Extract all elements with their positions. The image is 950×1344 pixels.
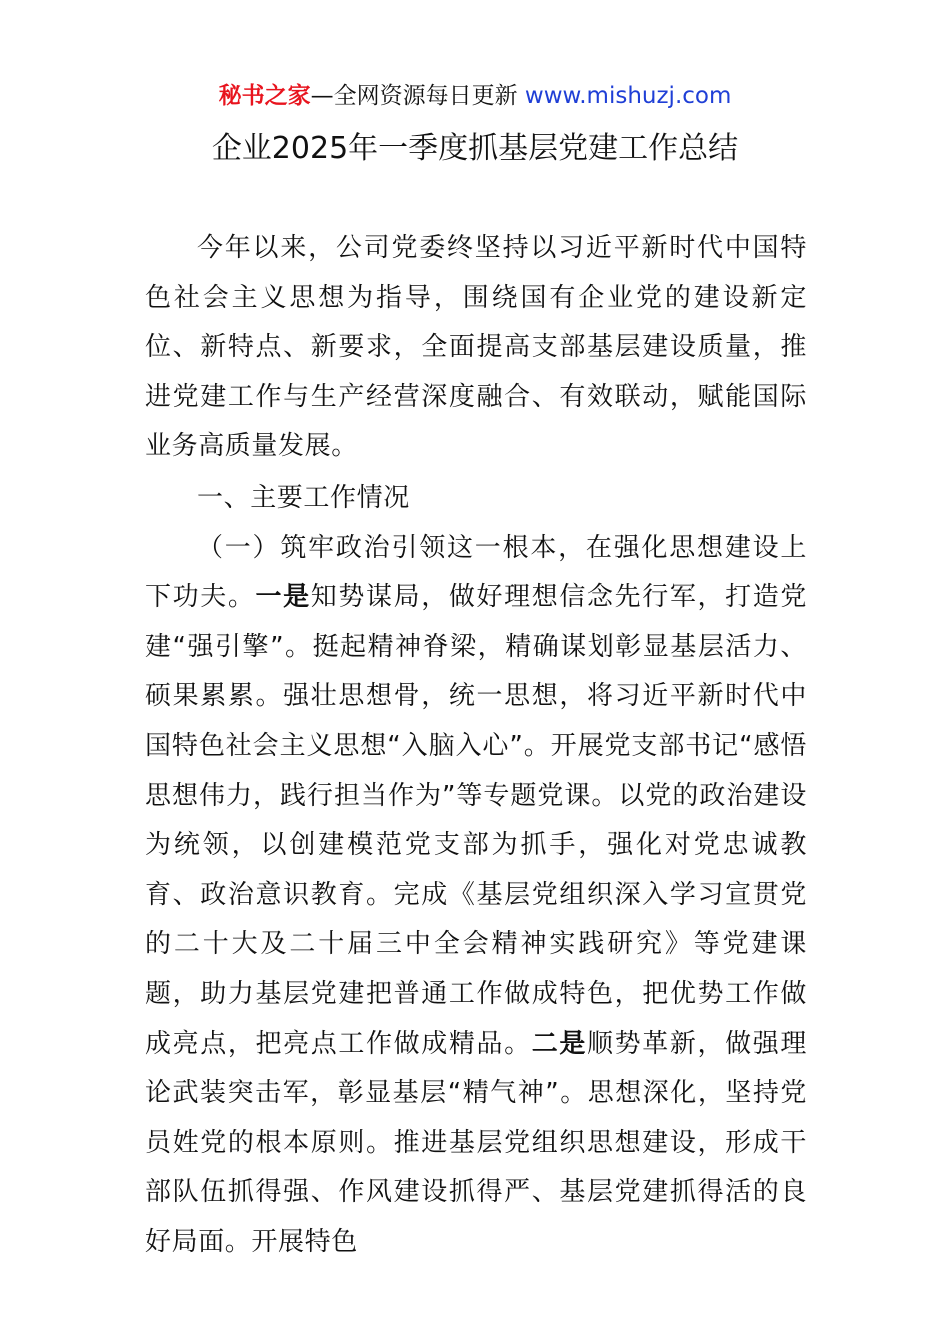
point-two-text: 顺势革新，做强理论武装突击军，彰显基层“精气神”。思想深化，坚持党员姓党的根本原则。推进基层党组织思想建设，形成干部队伍抓得强、作风建设抓得严、基层党建抓得活的良好局面。开展特色: [145, 1028, 808, 1257]
site-header: [0, 80, 950, 112]
intro-paragraph: 今年以来，公司党委终坚持以习近平新时代中国特色社会主义思想为指导，围绕国有企业党的建设新定位、新特点、新要求，全面提高支部基层建设质量，推进党建工作与生产经营深度融合、有效联动，赋能国际业务高质量发展。: [145, 233, 807, 462]
point-one-label: 一是: [255, 582, 311, 613]
subsection-heading-text: （一）筑牢政治引领这一根本，在强化思想建设上下功夫。: [145, 532, 807, 613]
section-heading: 一、主要工作情况: [197, 482, 410, 513]
brand-name: 秘书之家: [218, 83, 311, 109]
point-one-text: 知势谋局，做好理想信念先行军，打造党建“强引擎”。挺起精神脊梁，精确谋划彰显基层活力、硕果累累。强壮思想骨，统一思想，将习近平新时代中国特色社会主义思想“入脑入心”。开展党支部书记“感悟思想伟力，践行担当作为”等专题党课。以党的政治建设为统领，以创建模范党支部为抓手，强化对党忠诚教育、政治意识教育。完成《基层党组织深入学习宣贯党的二十大及二十届三中全会精神实践研究》等党建课题，助力基层党建把普通工作做成特色，把优势工作做成亮点，把亮点工作做成精品。: [145, 582, 808, 1059]
point-two-label: 二是: [531, 1028, 588, 1059]
document-body: [145, 224, 807, 1267]
header-tagline: —全网资源每日更新: [310, 83, 525, 109]
subsection-paragraph: [145, 524, 807, 1268]
site-url-link[interactable]: www.mishuzj.com: [524, 83, 732, 109]
document-title: 企业2025年一季度抓基层党建工作总结: [211, 131, 739, 166]
